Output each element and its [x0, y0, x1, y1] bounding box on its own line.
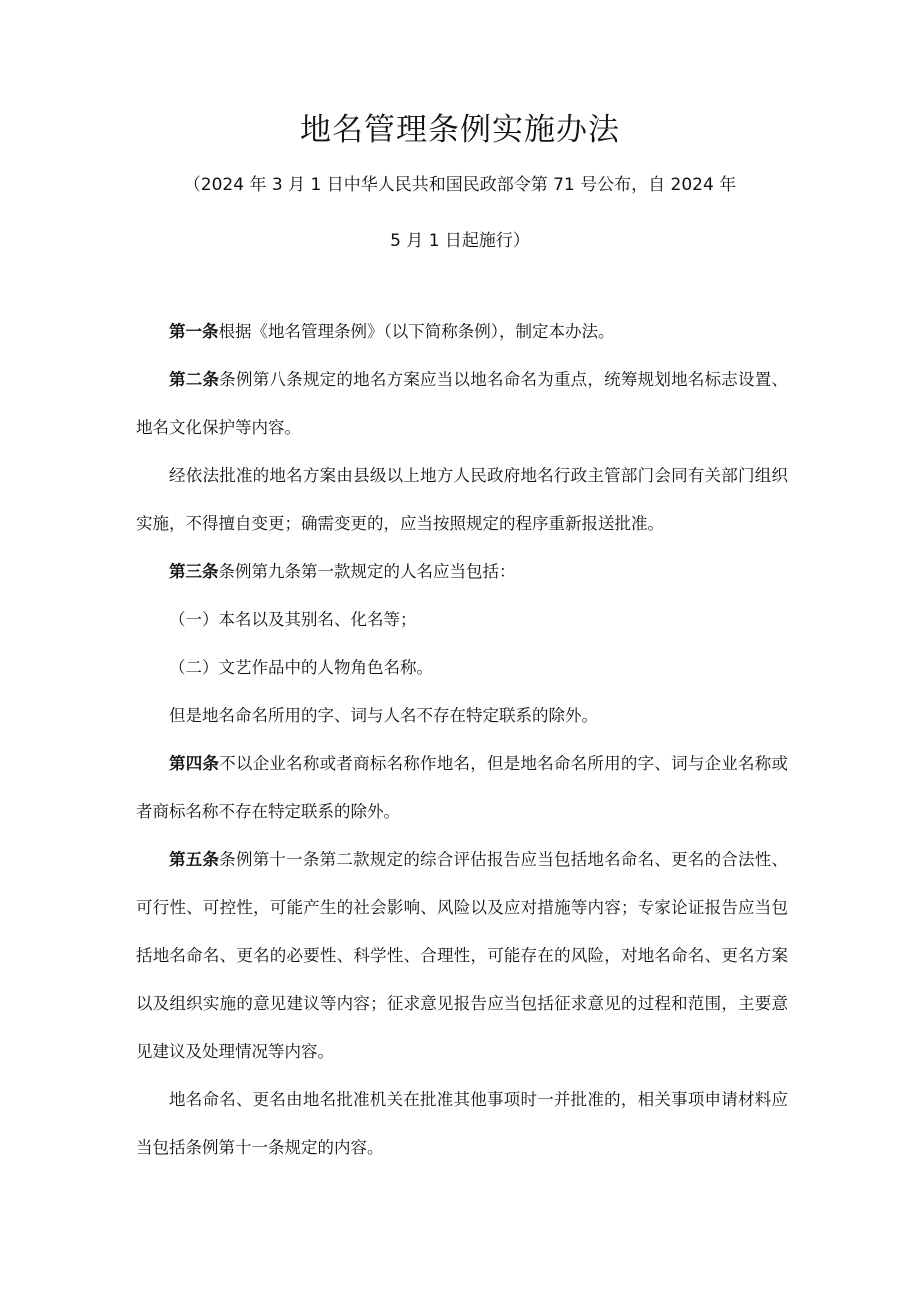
paragraph-article-2-continued — [136, 452, 788, 548]
article-label: 第四条 — [169, 754, 220, 773]
paragraph-article-5-continued — [136, 1076, 788, 1172]
paragraph-article-3 — [136, 548, 788, 596]
article-label: 第一条 — [169, 322, 219, 341]
article-label: 第二条 — [169, 370, 220, 389]
article-label: 第五条 — [169, 850, 220, 869]
paragraph-article-5 — [136, 836, 788, 1076]
article-label: 第三条 — [169, 562, 219, 581]
paragraph-text: 条例第九条第一款规定的人名应当包括： — [218, 562, 516, 581]
paragraph-text: （一）本名以及其别名、化名等； — [169, 610, 417, 629]
paragraph-text: 但是地名命名所用的字、词与人名不存在特定联系的除外。 — [169, 706, 598, 725]
paragraph-text: 地名命名、更名由地名批准机关在批准其他事项时一并批准的，相关事项申请材料应当包括条例第十一条规定的内容。 — [136, 1090, 788, 1157]
paragraph-text: 不以企业名称或者商标名称作地名，但是地名命名所用的字、词与企业名称或者商标名称不存在特定联系的除外。 — [136, 754, 789, 821]
document-subtitle-line-2: 5 月 1 日起施行） — [390, 231, 530, 251]
paragraph-article-2 — [136, 356, 788, 452]
document-body — [136, 308, 788, 1172]
paragraph-text: 条例第八条规定的地名方案应当以地名命名为重点，统筹规划地名标志设置、地名文化保护等内容。 — [136, 370, 789, 437]
list-item-2 — [136, 644, 788, 692]
paragraph-text: 根据《地名管理条例》（以下简称条例），制定本办法。 — [218, 322, 615, 341]
list-item-1 — [136, 596, 788, 644]
document-title: 地名管理条例实施办法 — [300, 112, 620, 148]
document-subtitle-line-1: （2024 年 3 月 1 日中华人民共和国民政部令第 71 号公布，自 2024 年 — [183, 175, 737, 195]
paragraph-text: （二）文艺作品中的人物角色名称。 — [169, 658, 433, 677]
paragraph-article-4 — [136, 740, 788, 836]
paragraph-text: 条例第十一条第二款规定的综合评估报告应当包括地名命名、更名的合法性、可行性、可控性，可能产生的社会影响、风险以及应对措施等内容；专家论证报告应当包括地名命名、更名的必要性、科学性、合理性，可能存在的风险，对地名命名、更名方案以及组织实施的意见建议等内容；征求意见报告应当包括征求意见的过程和范围，主要意见建议及处理情况等内容。 — [136, 850, 789, 1061]
paragraph-article-1 — [136, 308, 788, 356]
paragraph-article-3-proviso — [136, 692, 788, 740]
paragraph-text: 经依法批准的地名方案由县级以上地方人民政府地名行政主管部门会同有关部门组织实施，不得擅自变更；确需变更的，应当按照规定的程序重新报送批准。 — [136, 466, 788, 533]
